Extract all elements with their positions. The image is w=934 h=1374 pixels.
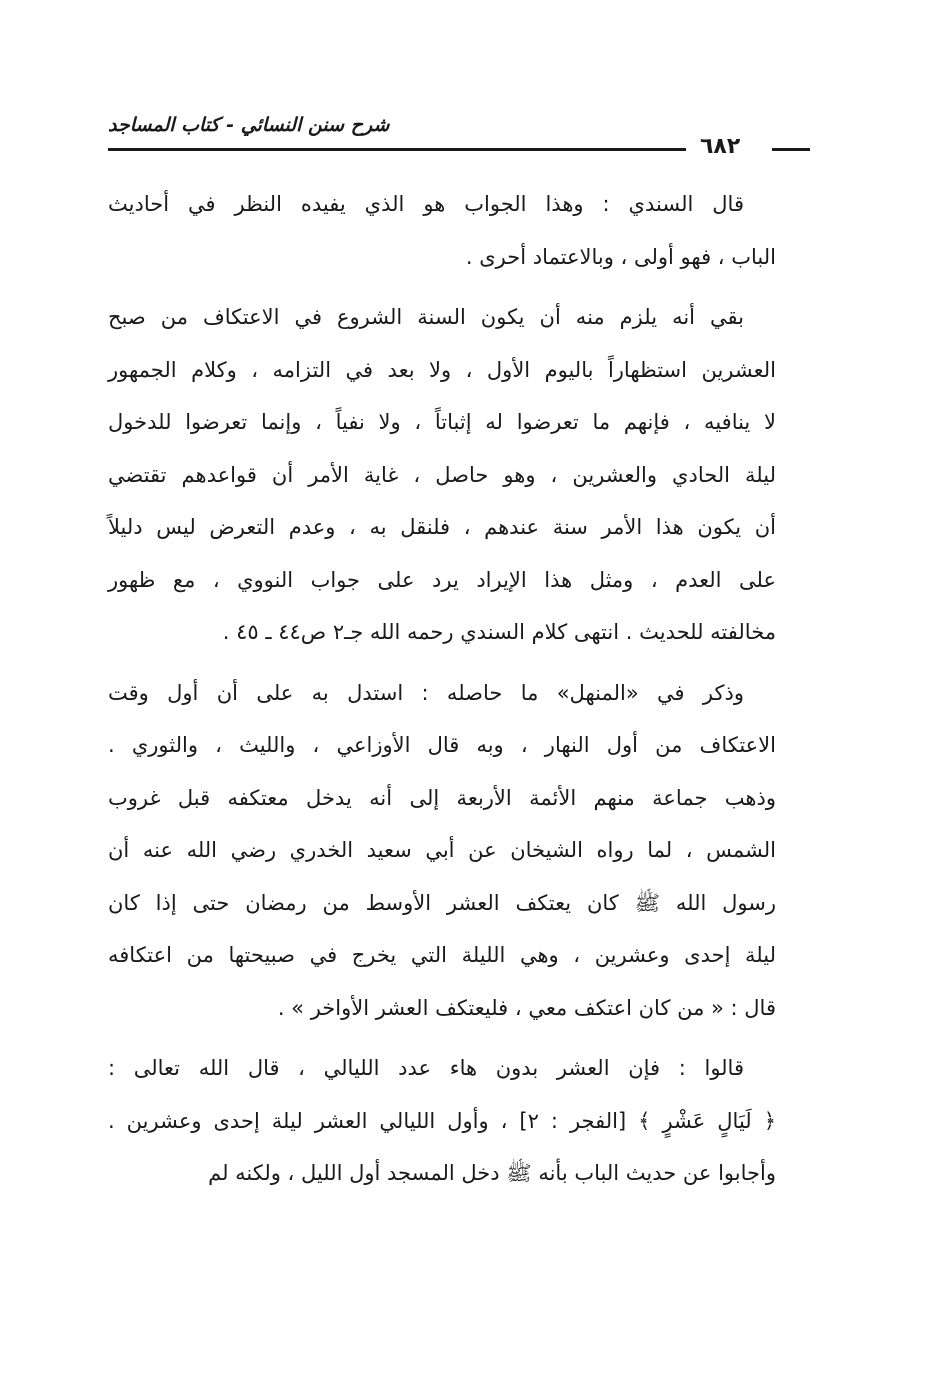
text-line: لا ينافيه ، فإنهم ما تعرضوا له إثباتاً ، ولا نفياً ، وإنما تعرضوا للدخول — [108, 410, 776, 434]
text-line: أن يكون هذا الأمر سنة عندهم ، فلنقل به ، وعدم التعرض ليس دليلاً — [108, 515, 776, 539]
paragraph — [108, 291, 808, 659]
text-line: رسول الله ﷺ كان يعتكف العشر الأوسط من رمضان حتى إذا كان — [108, 890, 776, 915]
text-line: بقي أنه يلزم منه أن يكون السنة الشروع في الاعتكاف من صبح — [108, 305, 744, 329]
page-header — [108, 108, 808, 159]
page-number: ٦٨٢ — [700, 134, 741, 159]
text-line: ﴿ لَيَالٍ عَشْرٍ ﴾ [الفجر : ٢] ، وأول الليالي العشر ليلة إحدى وعشرين . — [108, 1108, 777, 1133]
text-line: وذكر في «المنهل» ما حاصله : استدل به على أن أول وقت — [108, 680, 744, 705]
text-line: ليلة الحادي والعشرين ، وهو حاصل ، غاية الأمر أن قواعدهم تقتضي — [108, 462, 776, 487]
text-line: قال السندي : وهذا الجواب هو الذي يفيده النظر في أحاديث — [108, 192, 744, 216]
paragraph — [108, 178, 808, 283]
paragraph — [108, 1042, 808, 1200]
running-title: شرح سنن النسائي - كتاب المساجد — [108, 114, 390, 136]
text-line: على العدم ، ومثل هذا الإيراد يرد على جواب النووي ، مع ظهور — [108, 567, 776, 592]
text-line: العشرين استظهاراً باليوم الأول ، ولا بعد في التزامه ، وكلام الجمهور — [108, 357, 776, 382]
text-line: مخالفته للحديث . انتهى كلام السندي رحمه الله جـ٢ ص٤٤ ـ ٤٥ . — [222, 620, 776, 644]
text-line: وأجابوا عن حديث الباب بأنه ﷺ دخل المسجد أول الليل ، ولكنه لم — [208, 1161, 776, 1185]
text-line: قالوا : فإن العشر بدون هاء عدد الليالي ، قال الله تعالى : — [108, 1056, 744, 1080]
paragraph — [108, 667, 808, 1035]
text-line: وذهب جماعة منهم الأئمة الأربعة إلى أنه يدخل معتكفه قبل غروب — [108, 785, 776, 810]
text-line: الباب ، فهو أولى ، وبالاعتماد أحرى . — [465, 244, 776, 269]
text-line: الشمس ، لما رواه الشيخان عن أبي سعيد الخدري رضي الله عنه أن — [108, 838, 776, 862]
text-line: ليلة إحدى وعشرين ، وهي الليلة التي يخرج في صبيحتها من اعتكافه — [108, 943, 776, 967]
header-dash — [772, 148, 810, 151]
text-line: قال : « من كان اعتكف معي ، فليعتكف العشر الأواخر » . — [277, 995, 776, 1020]
body-text — [108, 178, 808, 1208]
text-line: الاعتكاف من أول النهار ، وبه قال الأوزاعي ، والليث ، والثوري . — [108, 733, 776, 757]
header-rule — [108, 148, 686, 151]
